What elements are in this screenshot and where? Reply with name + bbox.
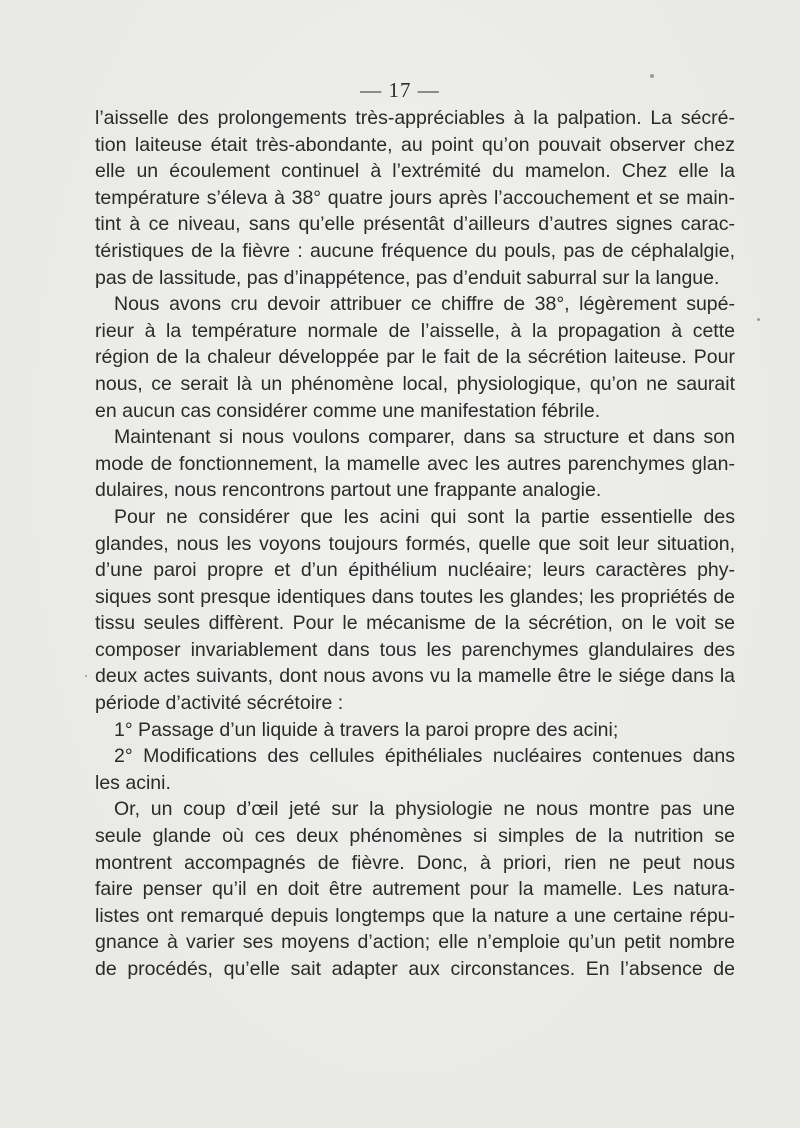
text-line: période d’activité sécrétoire : xyxy=(95,692,344,715)
text-line: Pour ne considérer que les acini qui sont la partie essentielle des xyxy=(114,505,735,528)
text-line: listes ont remarqué depuis longtemps que la nature a une certaine répu- xyxy=(95,904,735,927)
text-line: rieur à la température normale de l’aisselle, à la propagation à cette xyxy=(95,319,735,342)
paper-speck xyxy=(757,318,760,321)
text-line: température s’éleva à 38° quatre jours après l’accouchement et se main- xyxy=(95,186,735,209)
text-line: montrent accompagnés de fièvre. Donc, à priori, rien ne peut nous xyxy=(95,851,735,874)
text-line: en aucun cas considérer comme une manifestation fébrile. xyxy=(95,399,601,422)
text-line: l’aisselle des prolongements très-appréciables à la palpation. La sécré- xyxy=(95,107,735,129)
page-number: — 17 — xyxy=(360,78,440,102)
text-line: région de la chaleur développée par le fait de la sécrétion laiteuse. Pour xyxy=(95,346,735,369)
text-line: Maintenant si nous voulons comparer, dans sa structure et dans son xyxy=(114,426,735,449)
text-line: dulaires, nous rencontrons partout une frappante analogie. xyxy=(95,479,602,502)
text-line: 1° Passage d’un liquide à travers la paroi propre des acini; xyxy=(114,718,619,741)
text-line: siques sont presque identiques dans toutes les glandes; les propriétés de xyxy=(95,585,735,608)
text-line: téristiques de la fièvre : aucune fréquence du pouls, pas de céphalalgie, xyxy=(95,239,735,262)
text-line: mode de fonctionnement, la mamelle avec les autres parenchymes glan- xyxy=(95,452,735,475)
text-line: seule glande où ces deux phénomènes si simples de la nutrition se xyxy=(95,825,735,848)
text-line: nous, ce serait là un phénomène local, physiologique, qu’on ne saurait xyxy=(95,372,735,395)
text-line: d’une paroi propre et d’un épithélium nucléaire; leurs caractères phy- xyxy=(95,559,735,582)
body-text xyxy=(95,105,735,983)
text-line: glandes, nous les voyons toujours formés, quelle que soit leur situation, xyxy=(95,532,735,555)
text-line: Nous avons cru devoir attribuer ce chiffre de 38°, légèrement supé- xyxy=(114,293,735,316)
paper-speck xyxy=(85,675,87,677)
text-line: les acini. xyxy=(95,771,171,794)
paper-speck xyxy=(650,74,654,78)
text-line: Or, un coup d’œil jeté sur la physiologie ne nous montre pas une xyxy=(114,798,735,821)
text-line: de procédés, qu’elle sait adapter aux circonstances. En l’absence de xyxy=(95,958,735,980)
text-line: 2° Modifications des cellules épithéliales nucléaires contenues dans xyxy=(114,745,735,768)
text-line: faire penser qu’il en doit être autrement pour la mamelle. Les natura- xyxy=(95,878,735,901)
text-line: tion laiteuse était très-abondante, au point qu’on pouvait observer chez xyxy=(95,133,735,156)
text-line: composer invariablement dans tous les parenchymes glandulaires des xyxy=(95,638,735,661)
text-line: tint à ce niveau, sans qu’elle présentât d’ailleurs d’autres signes carac- xyxy=(95,213,735,236)
text-line: gnance à varier ses moyens d’action; elle n’emploie qu’un petit nombre xyxy=(95,931,735,954)
text-line: deux actes suivants, dont nous avons vu la mamelle être le siége dans la xyxy=(95,665,735,688)
text-line: elle un écoulement continuel à l’extrémité du mamelon. Chez elle la xyxy=(95,160,735,183)
text-line: pas de lassitude, pas d’inappétence, pas d’enduit saburral sur la langue. xyxy=(95,266,720,289)
text-line: tissu seules diffèrent. Pour le mécanisme de la sécrétion, on le voit se xyxy=(95,612,735,635)
